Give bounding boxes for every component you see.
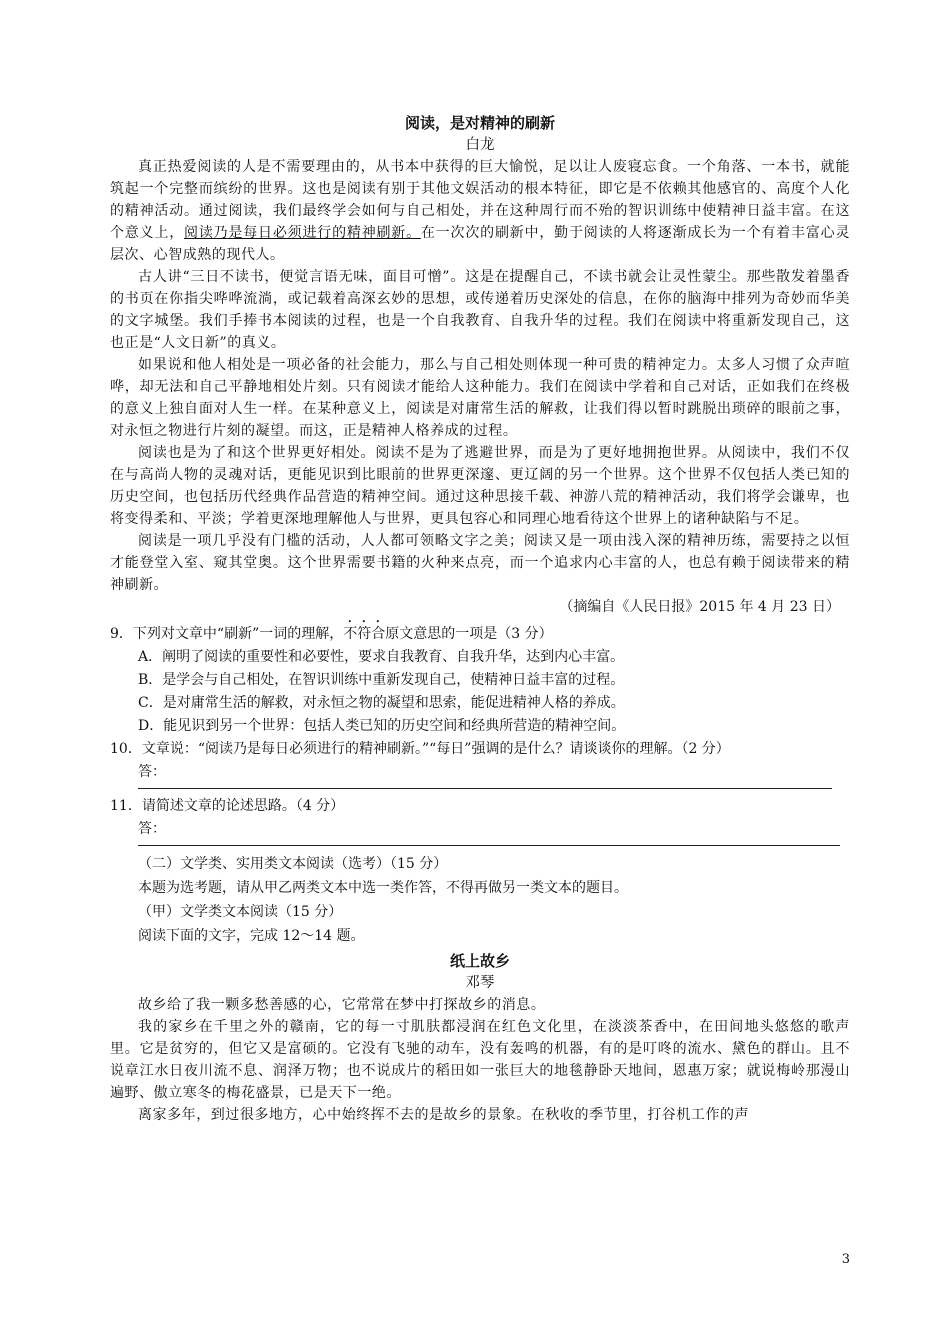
option-d: D．能见识到另一个世界：包括人类已知的历史空间和经典所营造的精神空间。 [138, 718, 626, 734]
article-source: （摘编自《人民日报》2015 年 4 月 23 日） [559, 599, 840, 615]
answer-label-10: 答： [138, 764, 166, 780]
article2-title: 纸上故乡 [449, 952, 510, 970]
article2-paragraph-3: 离家多年，到过很多地方，心中始终挥不去的是故乡的景象。在秋收的季节里，打谷机工作的声 [138, 1107, 750, 1123]
option-b: B．是学会与自己相处，在智识训练中重新发现自己，使精神日益丰富的过程。 [138, 672, 625, 688]
question-9: 9．下列对文章中“刷新”一词的理解，不符合原文意思的一项是（3 分） [110, 626, 553, 642]
article-paragraph-3: 如果说和他人相处是一项必备的社会能力，那么与自己相处则体现一种可贵的精神定力。太多人习惯了众声喧哗，却无法和自己平静地相处片刻。只有阅读才能给人这种能力。我们在阅读中学着和自己对话，正如我们在终极的意义上独自面对人生一样。在某种意义上，阅读是对庸常生活的解救，让我们得以暂时跳脱出琐碎的眼前之事，对永恒之物进行片刻的凝望。而这，正是精神人格养成的过程。 [110, 357, 850, 439]
article-paragraph-1: 真正热爱阅读的人是不需要理由的，从书本中获得的巨大愉悦，足以让人废寝忘食。一个角落、一本书，就能筑起一个完整而缤纷的世界。这也是阅读有别于其他文娱活动的根本特征，即它是不依赖其他感官的、高度个人化的精神活动。通过阅读，我们最终学会如何与自己相处，并在这种周行而不殆的智识训练中使精神日益丰富。在这个意义上，阅读乃是每日必须进行的精神刷新。在一次次的刷新中，勤于阅读的人将逐渐成长为一个有着丰富心灵层次、心智成熟的现代人。 [110, 159, 851, 263]
article-paragraph-2: 古人讲“三日不读书，便觉言语无味，面目可憎”。这是在提醒自己，不读书就会让灵性蒙尘。那些散发着墨香的书页在你指尖哗哗流淌，或记载着高深玄妙的思想，或传递着历史深处的信息，在你的脑海中排列为奇妙而华美的文字城堡。我们手捧书本阅读的过程，也是一个自我教育、自我升华的过程。我们在阅读中将重新发现自己，这也正是“人文日新”的真义。 [110, 269, 850, 351]
option-c: C．是对庸常生活的解救，对永恒之物的凝望和思索，能促进精神人格的养成。 [138, 695, 625, 711]
section-task: 阅读下面的文字，完成 12～14 题。 [138, 928, 365, 944]
underlined-sentence: 阅读乃是每日必须进行的精神刷新。 [184, 225, 421, 241]
answer-label-11: 答： [138, 821, 166, 837]
answer-line-10 [138, 788, 832, 789]
answer-line-11 [138, 845, 840, 846]
question-11: 11．请简述文章的论述思路。（4 分） [110, 798, 345, 814]
article2-paragraph-1: 故乡给了我一颗多愁善感的心，它常常在梦中打探故乡的消息。 [138, 997, 546, 1013]
article-author: 白龙 [465, 137, 495, 153]
section-heading: （二）文学类、实用类文本阅读（选考）（15 分） [138, 856, 448, 872]
section-subheading: （甲）文学类文本阅读（15 分） [138, 904, 343, 920]
article2-author: 邓琴 [465, 975, 495, 991]
page-content [110, 112, 850, 1126]
article2-paragraph-2: 我的家乡在千里之外的赣南，它的每一寸肌肤都浸润在红色文化里，在淡淡茶香中，在田间地头悠悠的歌声里。它是贫穷的，但它又是富硕的。它没有飞驰的动车，没有轰鸣的机器，有的是叮咚的流水、黛色的群山。且不说章江水日夜川流不息、润泽万物；也不说成片的稻田如一张巨大的地毯静卧天地间，恩惠万家；就说梅岭那漫山遍野、傲立寒冬的梅花盛景，已是天下一绝。 [110, 1019, 850, 1101]
article-title: 阅读，是对精神的刷新 [404, 114, 555, 132]
option-a: A．阐明了阅读的重要性和必要性，要求自我教育、自我升华，达到内心丰富。 [138, 649, 625, 665]
section-instruction: 本题为选考题，请从甲乙两类文本中选一类作答，不得再做另一类文本的题目。 [138, 880, 628, 896]
article-paragraph-4: 阅读也是为了和这个世界更好相处。阅读不是为了逃避世界，而是为了更好地拥抱世界。从阅读中，我们不仅在与高尚人物的灵魂对话，更能见识到比眼前的世界更深邃、更辽阔的另一个世界。这个世界不仅包括人类已知的历史空间，也包括历代经典作品营造的精神空间。通过这种思接千载、神游八荒的精神活动，我们将学会谦卑，也将变得柔和、平淡；学着更深地理解他人与世界，更具包容心和同理心地看待这个世界上的诸种缺陷与不足。 [110, 445, 850, 527]
page-number: 3 [841, 1252, 850, 1267]
question-10: 10．文章说：“阅读乃是每日必须进行的精神刷新。”“每日”强调的是什么？请谈谈你的理解。（2 分） [110, 741, 730, 757]
emphasized-word: 不符合 [343, 626, 386, 642]
article-paragraph-5: 阅读是一项几乎没有门槛的活动，人人都可领略文字之美；阅读又是一项由浅入深的精神历练，需要持之以恒才能登堂入室、窥其堂奥。这个世界需要书籍的火种来点亮，而一个追求内心丰富的人，也总有赖于阅读带来的精神刷新。 [110, 533, 850, 593]
